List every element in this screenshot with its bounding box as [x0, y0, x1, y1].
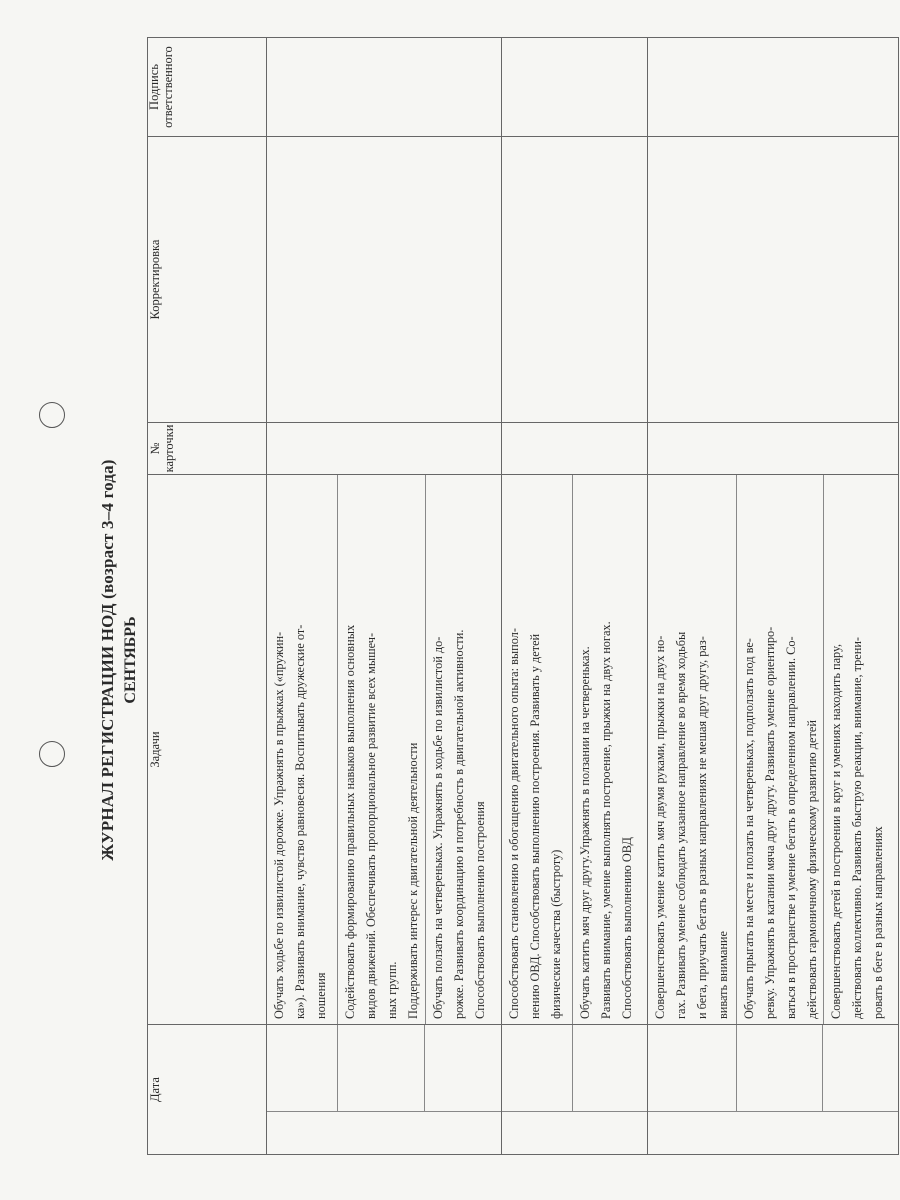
tasks-cell — [648, 475, 899, 1025]
task-line: Содействовать формированию правильных навыков выполнения основных — [343, 624, 357, 1019]
task-line: и бега, приучать бегать в разных направлениях не мешая друг другу, раз- — [695, 636, 709, 1019]
header-tasks: Задачи — [148, 475, 267, 1025]
task-entry — [648, 475, 736, 1024]
task-line: действовать коллективно. Развивать быструю реакции, внимание, трени- — [850, 637, 864, 1019]
tasks-cell — [502, 475, 648, 1025]
task-entry — [267, 475, 337, 1024]
task-entry — [337, 475, 425, 1024]
task-line: ка»). Развивать внимание, чувство равновесия. Воспитывать дружеские от- — [293, 624, 307, 1019]
task-line: Поддерживать интерес к двигательной деятельности — [406, 742, 420, 1019]
task-line: нению ОВД. Способствовать выполнению построения. Развивать у детей — [528, 633, 542, 1019]
task-line: видов движений. Обеспечивать пропорциональное развитие всех мышеч- — [364, 632, 378, 1019]
task-line: Обучать прыгать на месте и ползать на четвереньках, подползать под ве- — [742, 638, 756, 1019]
task-line: гах. Развивать умение соблюдать указанное направление во время ходьбы — [674, 631, 688, 1019]
task-line: физические качества (быстроту) — [549, 849, 563, 1019]
signature-cell[interactable] — [648, 38, 899, 137]
task-line: ных групп. — [385, 961, 399, 1019]
journal-title: ЖУРНАЛ РЕГИСТРАЦИИ НОД (возраст 3–4 года) — [98, 459, 117, 861]
task-entry — [823, 475, 896, 1024]
date-cell — [502, 1025, 648, 1155]
task-line: ваться в пространстве и умение бегать в определенном направлении. Со- — [784, 636, 798, 1019]
correction-cell[interactable] — [502, 137, 648, 423]
journal-table — [147, 37, 899, 1155]
header-signature: Подпись ответственного — [148, 38, 267, 137]
task-line: Совершенствовать умение катить мяч двумя руками, прыжки на двух но- — [653, 635, 667, 1019]
task-line: ревку. Упражнять в катании мяча друг другу. Развивать умение ориентиро- — [763, 626, 777, 1019]
card-number-cell[interactable] — [267, 423, 502, 475]
task-entry — [736, 475, 823, 1024]
task-line: Способствовать выполнению ОВД — [620, 837, 634, 1019]
task-line: ношения — [314, 972, 328, 1019]
header-correction: Корректировка — [148, 137, 267, 423]
tasks-cell — [267, 475, 502, 1025]
header-row — [148, 38, 267, 1155]
date-cell — [648, 1025, 899, 1155]
signature-cell[interactable] — [267, 38, 502, 137]
correction-cell[interactable] — [267, 137, 502, 423]
task-entry — [425, 475, 500, 1024]
date-cell — [267, 1025, 502, 1155]
task-line: рожке. Развивать координацию и потребность в двигательной активности. — [452, 629, 466, 1019]
task-line: Способствовать становлению и обогащению двигательного опыта: выпол- — [507, 628, 521, 1019]
task-line: вивать внимание — [716, 931, 730, 1019]
correction-cell[interactable] — [648, 137, 899, 423]
task-line: ровать в беге в разных направлениях — [871, 826, 885, 1019]
table-row-group-1 — [267, 38, 502, 1155]
task-line: Способствовать выполнению построения — [473, 801, 487, 1019]
task-line: Обучать ходьбе по извилистой дорожке. Упражнять в прыжках («пружин- — [272, 631, 286, 1019]
task-entry — [572, 475, 645, 1024]
header-card-number: № карточки — [148, 423, 267, 475]
table-row-group-3 — [648, 38, 899, 1155]
card-number-cell[interactable] — [648, 423, 899, 475]
month-heading: СЕНТЯБРЬ — [122, 616, 139, 704]
signature-cell[interactable] — [502, 38, 648, 137]
task-line: Обучать катить мяч друг другу.Упражнять в ползании на четвереньках. — [578, 646, 592, 1019]
task-line: Обучать ползать на четвереньках. Упражнять в ходьбе по извилистой до- — [431, 636, 445, 1019]
table-row-group-2 — [502, 38, 648, 1155]
card-number-cell[interactable] — [502, 423, 648, 475]
task-entry — [502, 475, 572, 1024]
header-date: Дата — [148, 1025, 267, 1155]
task-line: Развивать внимание, умение выполнять построение, прыжки на двух ногах. — [599, 621, 613, 1019]
task-line: Совершенствовать детей в построении в круг и умениях находить пару, — [829, 643, 843, 1019]
task-line: действовать гармоничному физическому развитию детей — [805, 720, 819, 1019]
